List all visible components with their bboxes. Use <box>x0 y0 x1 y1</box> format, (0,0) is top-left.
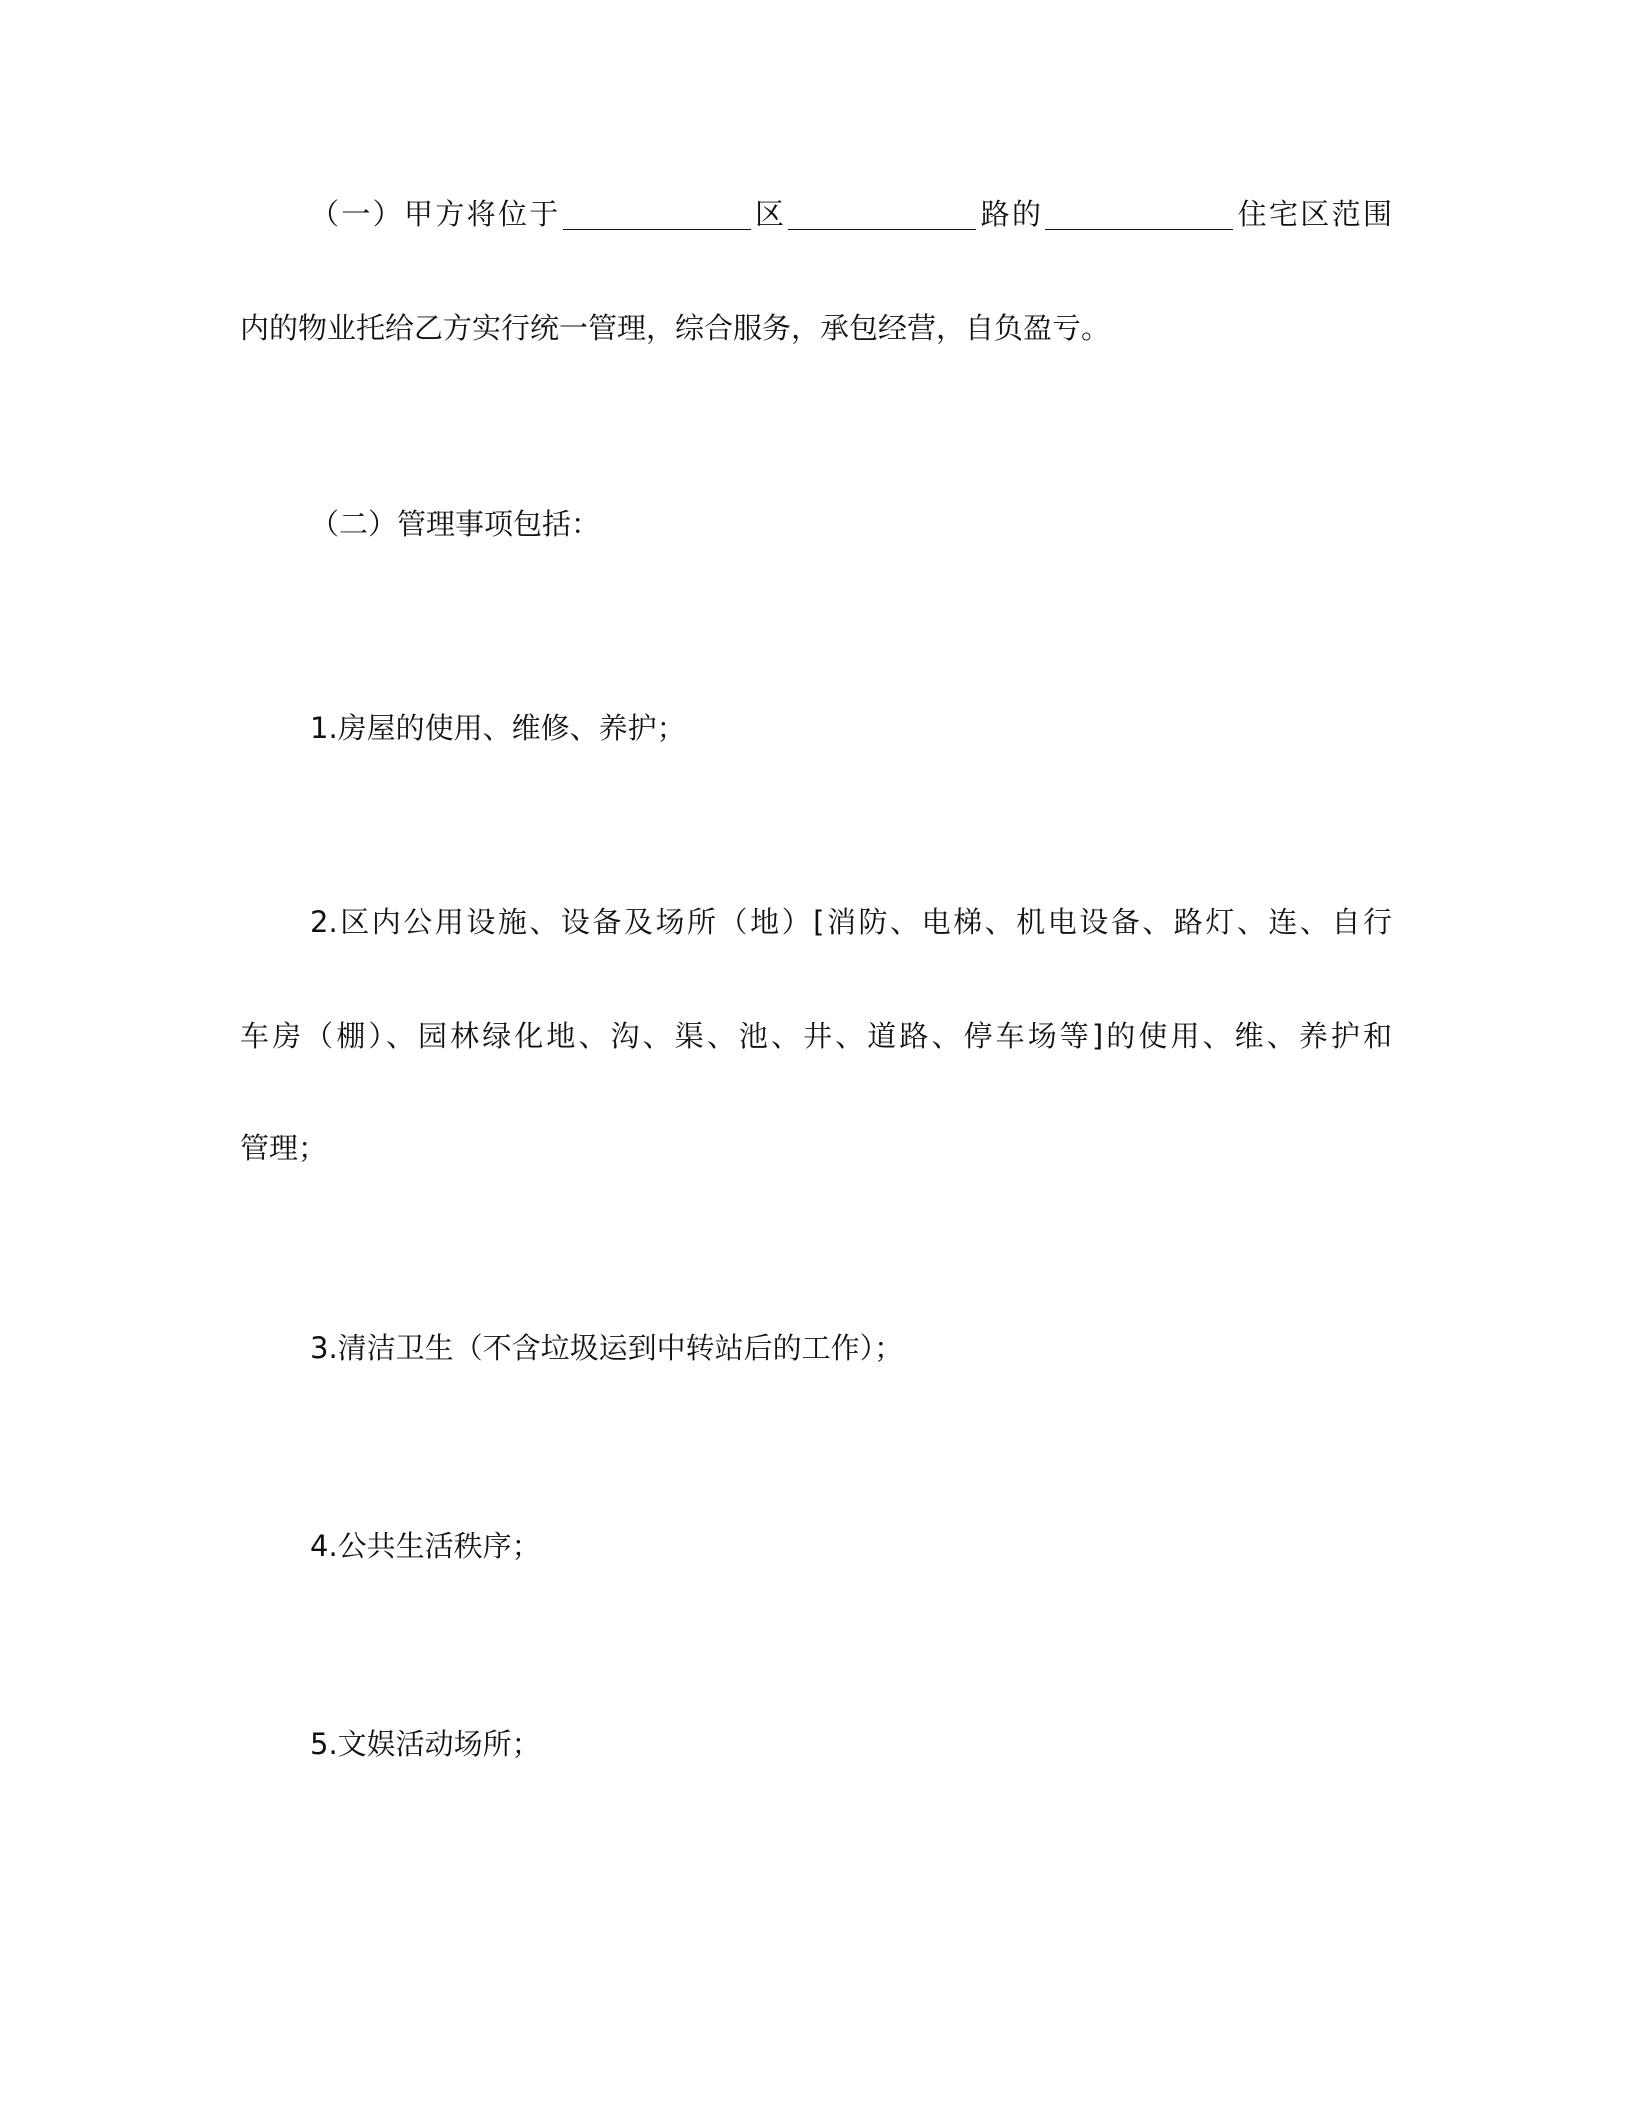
clause-2-heading: （二）管理事项包括： <box>310 507 601 541</box>
district-suffix: 区 <box>752 197 787 231</box>
item-2-line-1: 2.区内公用设施、设备及场所（地）[消防、电梯、机电设备、路灯、连、自行 <box>310 905 1392 939</box>
residential-area-suffix: 住宅区范围 <box>1235 197 1392 231</box>
item-2-line-3: 管理； <box>240 1131 328 1165</box>
item-3: 3.清洁卫生（不含垃圾运到中转站后的工作）； <box>310 1331 904 1365</box>
item-1: 1.房屋的使用、维修、养护； <box>310 711 686 745</box>
road-blank[interactable] <box>788 199 976 230</box>
clause-1-line-2: 内的物业托给乙方实行统一管理，综合服务，承包经营，自负盈亏。 <box>240 311 1111 345</box>
residential-area-blank[interactable] <box>1045 199 1233 230</box>
item-4: 4.公共生活秩序； <box>310 1529 541 1563</box>
district-blank[interactable] <box>563 199 751 230</box>
road-suffix: 路的 <box>978 197 1044 231</box>
item-2-line-2: 车房（棚）、园林绿化地、沟、渠、池、井、道路、停车场等]的使用、维、养护和 <box>240 1019 1392 1053</box>
clause-1-prefix: （一）甲方将位于 <box>310 197 561 231</box>
clause-1-line-1 <box>310 192 1392 236</box>
item-5: 5.文娱活动场所； <box>310 1727 541 1761</box>
